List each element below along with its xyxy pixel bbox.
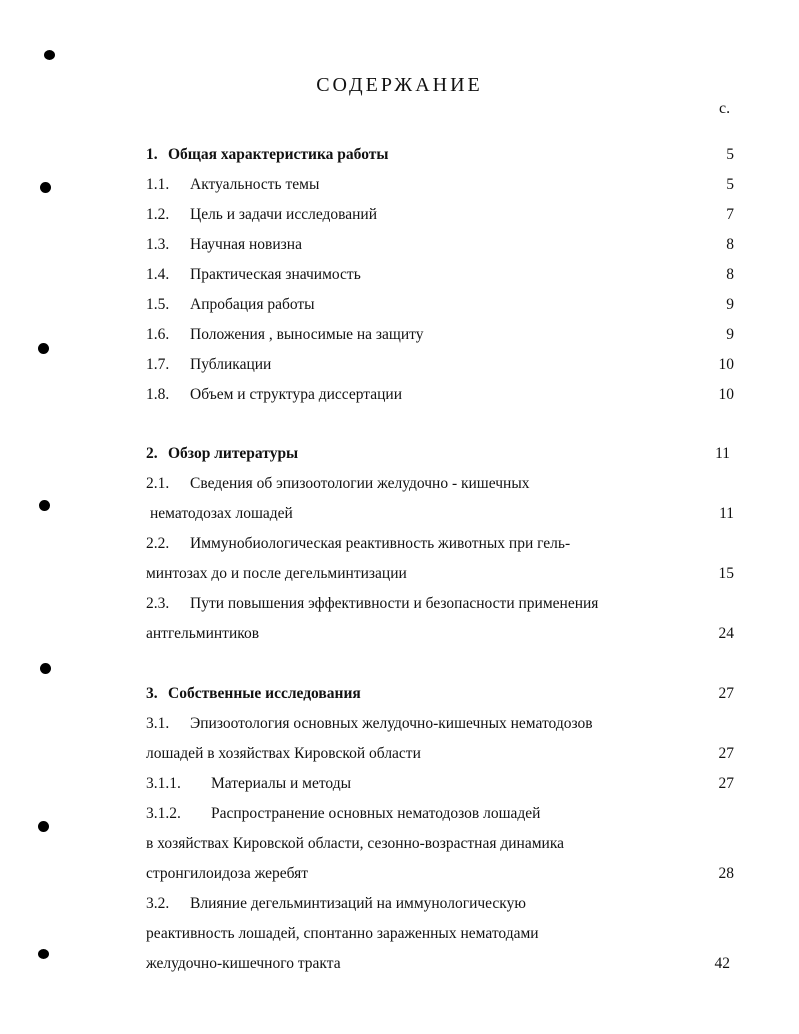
toc-page: 8 <box>726 236 734 253</box>
toc-number: 1.6. <box>146 326 170 343</box>
toc-entry-3-1 <box>146 709 736 739</box>
toc-title: в хозяйствах Кировской области, сезонно-возрастная динамика <box>146 835 564 852</box>
toc-entry-1-1 <box>146 170 736 200</box>
toc-title: Апробация работы <box>190 296 315 313</box>
toc-number: 1.4. <box>146 266 170 283</box>
toc-number: 3.1.2. <box>146 805 181 822</box>
toc-entry-1-7 <box>146 350 736 380</box>
toc-title: стронгилоидоза жеребят <box>146 865 309 882</box>
toc-entry-2-2-cont <box>146 559 736 589</box>
toc-entry-1-5 <box>146 290 736 320</box>
toc-section-2 <box>146 439 736 469</box>
toc-page: 5 <box>726 146 734 163</box>
binder-hole-mark <box>40 182 51 193</box>
toc-entry-1-4 <box>146 260 736 290</box>
toc-entry-3-1-2 <box>146 799 736 829</box>
toc-page: 15 <box>718 565 734 582</box>
toc-number: 1. <box>146 146 158 163</box>
toc-entry-3-1-2-cont <box>146 829 736 859</box>
toc-title: Общая характеристика работы <box>168 146 389 163</box>
toc-entry-2-3 <box>146 589 736 619</box>
binder-hole-mark <box>39 500 50 511</box>
toc-title: Практическая значимость <box>190 266 361 283</box>
toc-page: 24 <box>718 625 734 642</box>
toc-title: Положения , выносимые на защиту <box>190 326 424 343</box>
toc-title: реактивность лошадей, спонтанно зараженных нематодами <box>146 925 539 942</box>
toc-entry-3-2-cont2 <box>146 949 736 979</box>
toc-entry-1-3 <box>146 230 736 260</box>
toc-entry-2-1 <box>146 469 736 499</box>
toc-title: Пути повышения эффективности и безопасности применения <box>190 595 599 612</box>
toc-number: 1.1. <box>146 176 170 193</box>
toc-entry-3-2 <box>146 889 736 919</box>
binder-hole-mark <box>44 50 55 60</box>
toc-title: нематодозах лошадей <box>150 505 293 522</box>
page-column-label: с. <box>719 100 731 117</box>
toc-number: 1.3. <box>146 236 170 253</box>
toc-entry-3-1-1 <box>146 769 736 799</box>
toc-entry-3-1-cont <box>146 739 736 769</box>
toc-page: 8 <box>726 266 734 283</box>
toc-section-1 <box>146 140 736 170</box>
toc-title: Эпизоотология основных желудочно-кишечных нематодозов <box>190 715 593 732</box>
toc-title: Распространение основных нематодозов лошадей <box>211 805 541 822</box>
toc-title: Публикации <box>190 356 272 373</box>
toc-page: 27 <box>718 775 734 792</box>
toc-title: желудочно-кишечного тракта <box>146 955 341 972</box>
toc-page: 11 <box>715 445 730 462</box>
toc-number: 2.1. <box>146 475 170 492</box>
binder-hole-mark <box>40 663 51 674</box>
toc-entry-2-2 <box>146 529 736 559</box>
toc-number: 1.8. <box>146 386 170 403</box>
toc-title: Цель и задачи исследований <box>190 206 378 223</box>
toc-number: 3.2. <box>146 895 170 912</box>
binder-hole-mark <box>38 949 49 959</box>
toc-page: 42 <box>714 955 730 972</box>
toc-number: 1.2. <box>146 206 170 223</box>
toc-number: 1.5. <box>146 296 170 313</box>
toc-title: Обзор литературы <box>168 445 299 462</box>
toc-title: Собственные исследования <box>168 685 361 702</box>
toc-number: 2. <box>146 445 158 462</box>
toc-entry-3-1-2-cont2 <box>146 859 736 889</box>
toc-entry-1-8 <box>146 380 736 410</box>
toc-title: Иммунобиологическая реактивность животных при гель- <box>190 535 571 552</box>
toc-title: Влияние дегельминтизаций на иммунологическую <box>190 895 526 912</box>
toc-page: 28 <box>718 865 734 882</box>
toc-page: 7 <box>726 206 734 223</box>
toc-title: Сведения об эпизоотологии желудочно - кишечных <box>190 475 530 492</box>
toc-page: 9 <box>726 326 734 343</box>
toc-entry-2-3-cont <box>146 619 736 649</box>
toc-title: лошадей в хозяйствах Кировской области <box>146 745 421 762</box>
toc-title: Научная новизна <box>190 236 302 253</box>
toc-entry-1-6 <box>146 320 736 350</box>
toc-page: 27 <box>718 745 734 762</box>
toc-entry-3-2-cont <box>146 919 736 949</box>
toc-title: Материалы и методы <box>211 775 352 792</box>
toc-page: 9 <box>726 296 734 313</box>
toc-number: 3. <box>146 685 158 702</box>
toc-page: 5 <box>726 176 734 193</box>
toc-page: 27 <box>718 685 734 702</box>
toc-page: 11 <box>719 505 734 522</box>
toc-number: 2.3. <box>146 595 170 612</box>
toc-number: 3.1. <box>146 715 170 732</box>
toc-title: минтозах до и после дегельминтизации <box>146 565 407 582</box>
binder-hole-mark <box>38 821 49 832</box>
binder-hole-mark <box>38 343 49 354</box>
toc-title: Актуальность темы <box>190 176 320 193</box>
toc-title: Объем и структура диссертации <box>190 386 403 403</box>
toc-number: 1.7. <box>146 356 170 373</box>
toc-number: 2.2. <box>146 535 170 552</box>
toc-section-3 <box>146 679 736 709</box>
toc-page: 10 <box>718 356 734 373</box>
toc-entry-1-2 <box>146 200 736 230</box>
toc-page: 10 <box>718 386 734 403</box>
toc-entry-2-1-cont <box>150 499 740 529</box>
page-title: СОДЕРЖАНИЕ <box>316 74 483 96</box>
toc-number: 3.1.1. <box>146 775 181 792</box>
toc-title: антгельминтиков <box>146 625 260 642</box>
